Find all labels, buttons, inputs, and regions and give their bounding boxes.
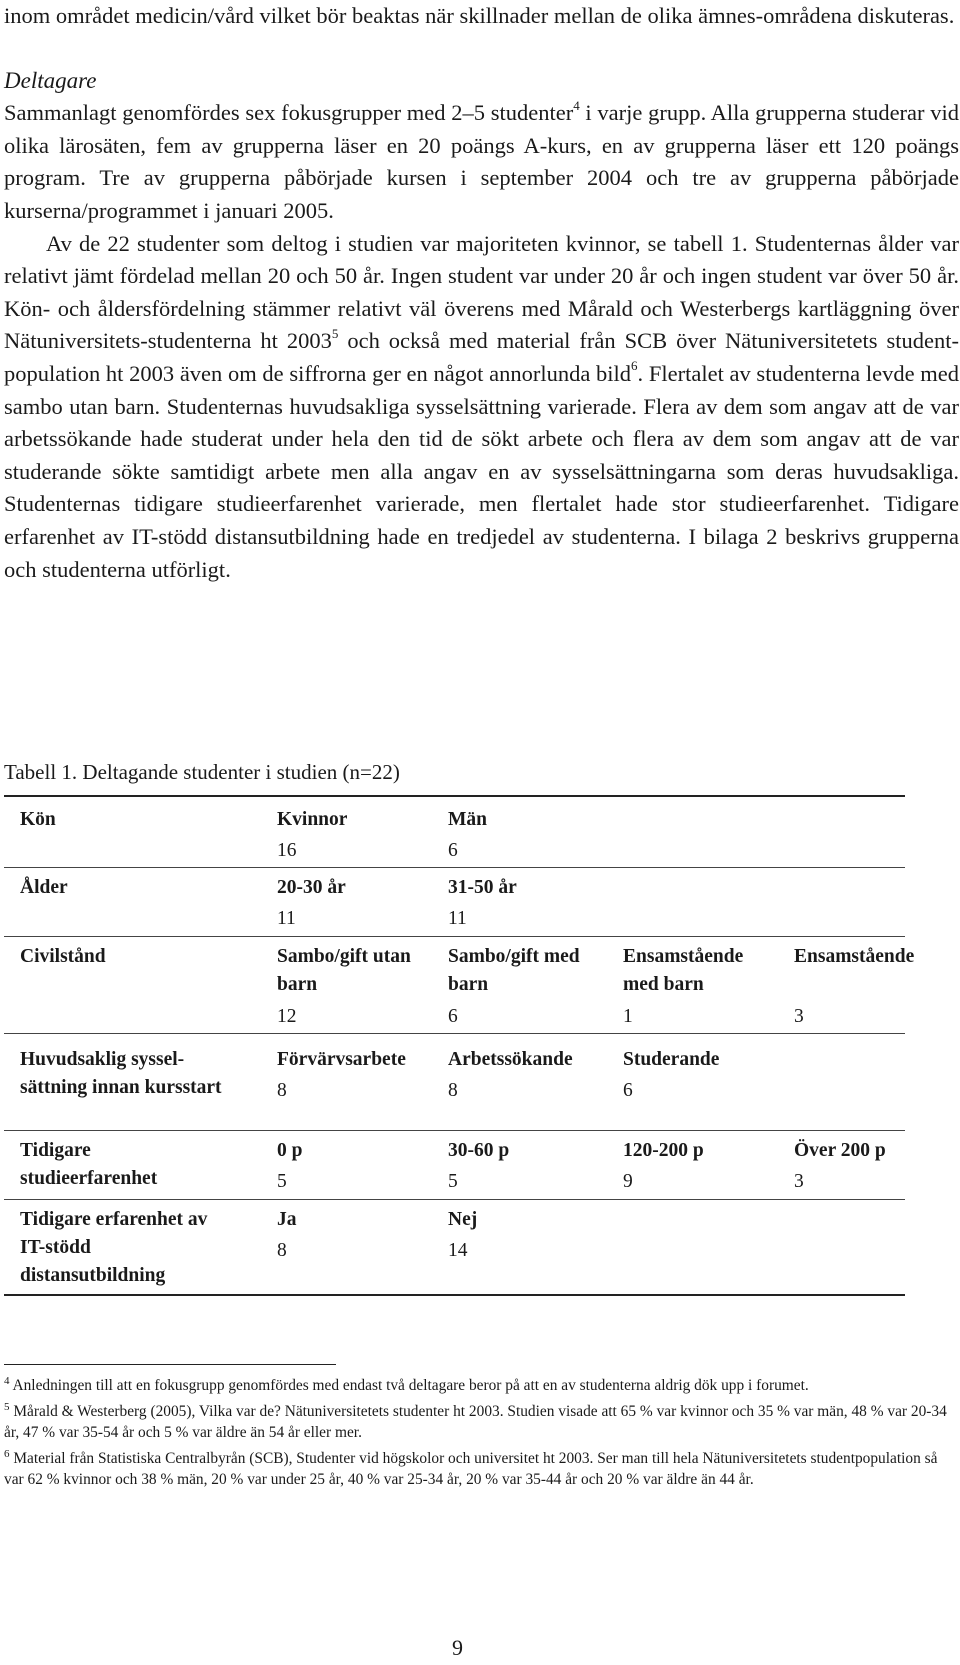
cell-value: 1 [623,1006,633,1027]
cell-value: 12 [277,1006,297,1027]
footnote-ref[interactable]: 5 [331,325,339,341]
column-header: Ja [277,1209,297,1230]
row-label: Tidigare erfarenhet av IT-stödd distansutbildning [20,1209,208,1286]
table-bottom-rule [4,1294,905,1296]
row-divider [4,1130,905,1132]
cell-value: 6 [448,1006,458,1027]
table-top-rule [4,795,905,797]
paragraph-text: i varje grupp. Alla grupperna studerar vid olika lärosäten, fem av grupperna läser en 20 poängs A-kurs, en av grupperna läser ett 120 poängs program. Tre av grupperna påbörjade kursen i september 2004 och tre av grupperna påbörjade kurserna/programmet i januari 2005. [4,100,960,223]
cell-value: 5 [448,1171,458,1192]
cell-value: 8 [448,1080,458,1101]
footnote [4,1448,959,1490]
cell-value: 5 [277,1171,287,1192]
column-header: Sambo/gift med barn [448,946,580,995]
paragraph-text: och också med material från SCB över Nätuniversitetets student-population ht 2003 även om de siffrorna ger en något annorlunda bild [4,328,959,386]
column-header: Över 200 p [794,1140,886,1161]
cell-value: 11 [448,908,467,929]
body-text [4,0,959,586]
column-header: Ensamstående [794,946,915,967]
column-header: 120-200 p [623,1140,704,1161]
footnote-separator [4,1364,336,1365]
row-label: Tidigare studieerfarenhet [20,1140,158,1189]
footnote-number: 4 [4,1374,10,1387]
cell-value: 14 [448,1240,468,1261]
paragraph-text: . Flertalet av studenterna levde med sambo utan barn. Studenternas huvudsakliga sysselsättning varierade. Flera av dem som angav att de var arbetssökande hade studerat under hela den tid de sökt arbete och flera av dem som angav att de var studerande sökte samtidigt arbete men alla angav en av sysselsättningarna som deras huvudsakliga. Studenternas tidigare studieerfarenhet varierade, men flertalet hade stor studieerfarenhet. Tidigare erfarenhet av IT-stödd distansutbildning hade en tredjedel av studenterna. I bilaga 2 beskrivs grupperna och studenterna utförligt. [4,360,959,582]
footnote-ref[interactable]: 4 [573,97,580,113]
column-header: 20-30 år [277,877,346,898]
row-divider [4,867,905,869]
column-header: Ensamstående med barn [623,946,744,995]
column-header: Nej [448,1209,478,1230]
cell-value: 3 [794,1171,804,1192]
column-header: 30-60 p [448,1140,510,1161]
column-header: Kvinnor [277,809,348,830]
footnote-text: Material från Statistiska Centralbyrån (SCB), Studenter vid högskolor och universitet ht 2003. Ser man till hela Nätuniversitetets studentpopulation så var 62 % kvinnor och 38 % män, 20 % var under 25 år, 40 % var 25-34 år, 20 % var 35-44 år och 20 % var äldre än 44 år. [4,1450,938,1488]
row-divider [4,1199,905,1201]
footnote [4,1375,959,1396]
paragraph-demographics [4,228,959,587]
footnote-text: Anledningen till att en fokusgrupp genomfördes med endast två deltagare beror på att en av studenterna aldrig dök upp i forumet. [9,1377,809,1394]
column-header: Förvärvsarbete [277,1049,406,1070]
cell-value: 6 [448,840,458,861]
cell-value: 9 [623,1171,633,1192]
paragraph-text: Av de 22 studenter som deltog i studien var majoriteten kvinnor, se tabell 1. Studenternas ålder var relativt jämt fördelad mellan 20 och 50 år. Ingen student var under 20 år och ingen student var över 50 år. Kön- och åldersfördelning stämmer relativt väl överens med Mårald och Westerbergs kartläggning över Nätuniversitets-studenterna ht 2003 [4,230,959,354]
cell-value: 11 [277,908,296,929]
row-divider [4,1033,905,1035]
row-label: Ålder [20,877,68,898]
row-divider [4,936,905,938]
footnote-ref[interactable]: 6 [631,358,638,374]
footnote [4,1401,959,1443]
cell-value: 6 [623,1080,633,1101]
column-header: Män [448,809,487,830]
row-label: Kön [20,809,56,830]
cell-value: 8 [277,1240,287,1261]
footnote-number: 6 [4,1447,10,1460]
column-header: Studerande [623,1049,720,1070]
section-heading: Deltagare [4,67,97,93]
footnote-text: Mårald & Westerberg (2005), Vilka var de? Nätuniversitetets studenter ht 2003. Studien visade att 65 % var kvinnor och 35 % var män, 48 % var 20-34 år, 47 % var 35-54 år och 5 % var äldre än 54 år eller mer. [4,1403,947,1441]
row-label: Huvudsaklig syssel-sättning innan kursstart [20,1049,222,1098]
footnote-number: 5 [4,1400,10,1413]
column-header: 0 p [277,1140,303,1161]
paragraph-participants [4,97,959,227]
table-caption: Tabell 1. Deltagande studenter i studien (n=22) [4,760,400,784]
column-header: 31-50 år [448,877,517,898]
footnotes [4,1375,959,1495]
paragraph-text: Sammanlagt genomfördes sex fokusgrupper med 2–5 studenter [4,100,574,126]
column-header: Arbetssökande [448,1049,573,1070]
column-header: Sambo/gift utan barn [277,946,411,995]
cell-value: 3 [794,1006,804,1027]
row-label: Civilstånd [20,946,106,967]
page-number: 9 [452,1635,463,1660]
cell-value: 16 [277,840,297,861]
paragraph-intro: inom området medicin/vård vilket bör beaktas när skillnader mellan de olika ämnes-områdena diskuteras. [4,3,955,28]
cell-value: 8 [277,1080,287,1101]
